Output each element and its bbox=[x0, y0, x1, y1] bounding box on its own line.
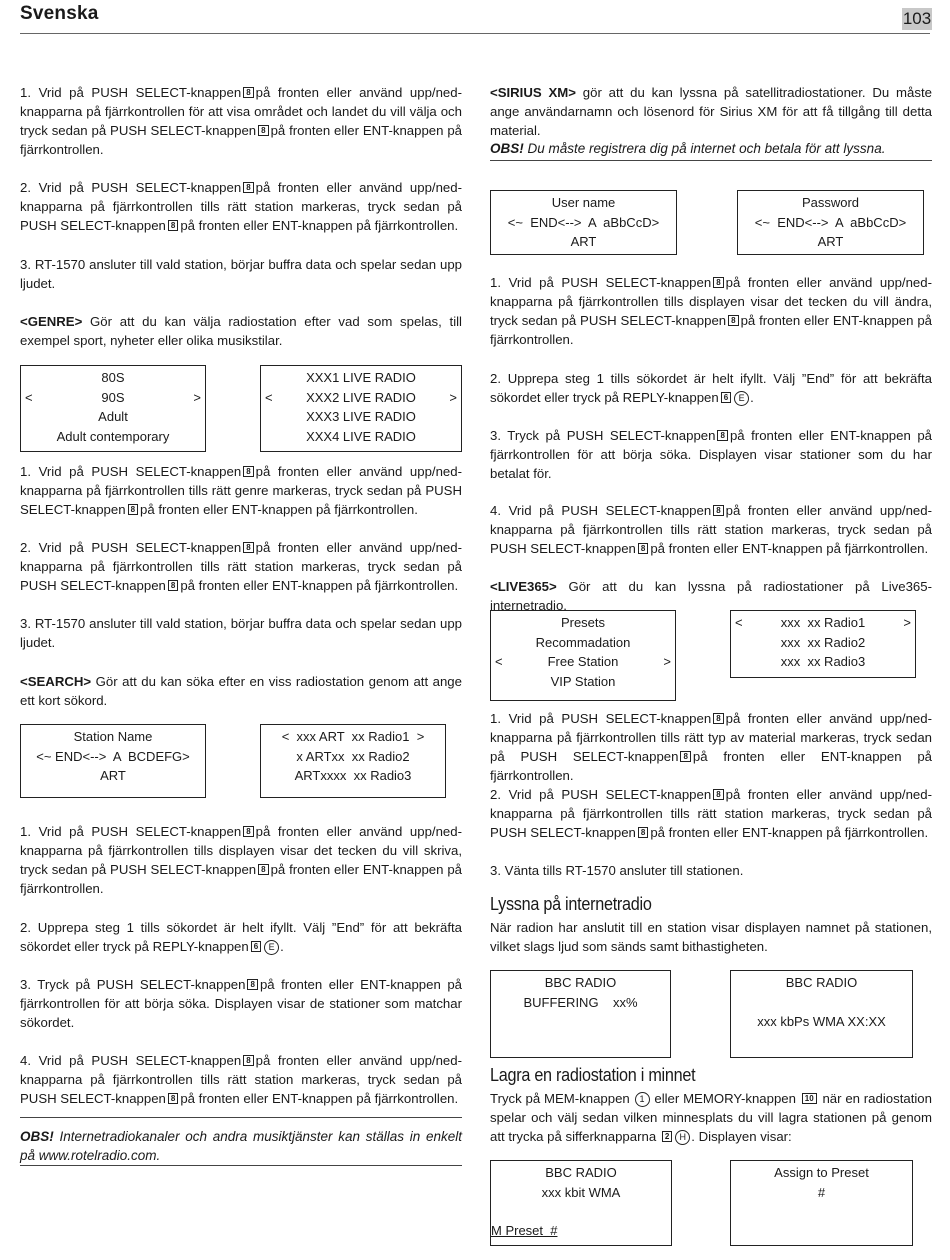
internet-radio-heading: Lyssna på internetradio bbox=[490, 894, 652, 914]
live365-step-1: 1. Vrid på PUSH SELECT-knappen 8 på fronten eller använd upp/ned-knapparna på fjärrkontrollen tills rätt typ av material markeras, tryck sedan på PUSH SELECT-knappen 8 på fronten eller ENT-knappen på fjärrkontrollen. bbox=[490, 711, 933, 783]
push-select-key-icon: 8 bbox=[258, 125, 268, 136]
genre-display-box: 80S < 90S > Adult Adult contemporary bbox=[20, 365, 206, 452]
reply-letter-icon: E bbox=[734, 391, 749, 406]
obs-label: OBS! bbox=[490, 141, 524, 156]
push-select-key-icon: 8 bbox=[243, 826, 253, 837]
push-select-key-icon: 8 bbox=[243, 1055, 253, 1066]
push-select-key-icon: 8 bbox=[728, 315, 738, 326]
live365-tag: <LIVE365> bbox=[490, 579, 557, 594]
digit-letter-icon: H bbox=[675, 1130, 690, 1145]
push-select-key-icon: 8 bbox=[713, 505, 723, 516]
obs-top-rule bbox=[20, 1117, 462, 1118]
language-title: Svenska bbox=[20, 3, 99, 24]
preset-number-label: M Preset # bbox=[491, 1223, 558, 1238]
reply-letter-icon: E bbox=[264, 940, 279, 955]
arrow-left-icon: < bbox=[25, 389, 33, 405]
genre-step-1: 1. Vrid på PUSH SELECT-knappen 8 på fronten eller använd upp/ned-knapparna på fjärrkontrollen tills rätt genre markeras, tryck sedan på PUSH SELECT-knappen 8 på fronten eller ENT-knappen på fjärrkontrollen. bbox=[20, 464, 462, 517]
push-select-key-icon: 8 bbox=[638, 543, 648, 554]
search-step-3: 3. Tryck på PUSH SELECT-knappen 8 på fronten eller ENT-knappen på fjärrkontrollen för att börja söka. Displayen visar de stationer som matchar sökordet. bbox=[20, 977, 462, 1030]
push-select-key-icon: 8 bbox=[168, 1093, 178, 1104]
genre-tag: <GENRE> bbox=[20, 314, 83, 329]
push-select-key-icon: 8 bbox=[713, 789, 723, 800]
arrow-right-icon: > bbox=[903, 615, 911, 630]
search-results-box: < xxx ART xx Radio1 > x ARTxx xx Radio2 ARTxxxx xx Radio3 bbox=[260, 724, 446, 798]
obs-label: OBS! bbox=[20, 1129, 54, 1144]
push-select-key-icon: 8 bbox=[243, 87, 253, 98]
username-display-box: User name <~ END<--> A aBbCcD> ART bbox=[490, 190, 677, 255]
push-select-key-icon: 8 bbox=[680, 751, 690, 762]
sirius-step-4: 4. Vrid på PUSH SELECT-knappen 8 på fronten eller använd upp/ned-knapparna på fjärrkontrollen tills rätt station markeras, tryck sedan på PUSH SELECT-knappen 8 på fronten eller ENT-knappen på fjärrkontrollen. bbox=[490, 503, 932, 556]
password-display-box: Password <~ END<--> A aBbCcD> ART bbox=[737, 190, 924, 255]
push-select-key-icon: 8 bbox=[168, 220, 178, 231]
push-select-key-icon: 8 bbox=[247, 979, 257, 990]
assign-preset-box: Assign to Preset # bbox=[730, 1160, 913, 1246]
bitrate-display-box: BBC RADIO xxx kbPs WMA XX:XX bbox=[730, 970, 913, 1058]
mem-key-icon: 1 bbox=[635, 1092, 650, 1107]
internet-radio-text: När radion har anslutit till en station visar displayen namnet på stationen, vilket slags ljud som sänds samt bithastigheten. bbox=[490, 920, 932, 954]
sirius-step-2: 2. Upprepa steg 1 tills sökordet är helt ifyllt. Välj ”End” för att bekräfta sökordet eller tryck på REPLY-knappen 6 E . bbox=[490, 371, 932, 405]
search-step-4: 4. Vrid på PUSH SELECT-knappen 8 på fronten eller använd upp/ned-knapparna på fjärrkontrollen tills rätt station markeras, tryck sedan på PUSH SELECT-knappen 8 på fronten eller ENT-knappen på fjärrkontrollen. bbox=[20, 1053, 462, 1106]
search-tag: <SEARCH> bbox=[20, 674, 92, 689]
region-step-2: 2. Vrid på PUSH SELECT-knappen 8 på fronten eller använd upp/ned-knapparna på fjärrkontrollen tills rätt station markeras, tryck sedan på PUSH SELECT-knappen 8 på fronten eller ENT-knappen på fjärrkontrollen. bbox=[20, 180, 462, 233]
sirius-tag: <SIRIUS XM> bbox=[490, 85, 576, 100]
push-select-key-icon: 8 bbox=[243, 466, 253, 477]
region-step-1: 1. Vrid på PUSH SELECT-knappen 8 på fronten eller använd upp/ned-knapparna på fjärrkontrollen för att visa området och landet du vill välja och tryck sedan på PUSH SELECT-knappen 8 på fronten eller ENT-knappen på fjärrkontrollen. bbox=[20, 85, 463, 157]
search-step-2: 2. Upprepa steg 1 tills sökordet är helt ifyllt. Välj ”End” för att bekräfta sökordet eller tryck på REPLY-knappen 6 E . bbox=[20, 920, 462, 954]
digit-key-icon: 2 bbox=[662, 1131, 672, 1142]
push-select-key-icon: 8 bbox=[243, 182, 253, 193]
push-select-key-icon: 8 bbox=[168, 580, 178, 591]
sirius-obs-rule bbox=[490, 160, 932, 161]
preset-display-box: BBC RADIO xxx kbit WMA M Preset # bbox=[490, 1160, 672, 1246]
sirius-step-1: 1. Vrid på PUSH SELECT-knappen 8 på fronten eller använd upp/ned-knapparna på fjärrkontrollen tills displayen visar det tecken du vill ändra, tryck sedan på PUSH SELECT-knappen 8 på fronten eller ENT-knappen på fjärrkontrollen. bbox=[490, 275, 933, 347]
live365-step-2: 2. Vrid på PUSH SELECT-knappen 8 på fronten eller använd upp/ned-knapparna på fjärrkontrollen tills rätt station markeras, tryck sedan på PUSH SELECT-knappen 8 på fronten eller ENT-knappen på fjärrkontrollen. bbox=[490, 787, 932, 840]
push-select-key-icon: 8 bbox=[713, 277, 723, 288]
obs-bottom-rule bbox=[20, 1165, 462, 1166]
genre-intro: <GENRE> Gör att du kan välja radiostation efter vad som spelas, till exempel sport, nyheter eller olika musikstilar. bbox=[20, 314, 462, 348]
search-step-1: 1. Vrid på PUSH SELECT-knappen 8 på fronten eller använd upp/ned-knapparna på fjärrkontrollen tills displayen visar det tecken du vill skriva, tryck sedan på PUSH SELECT-knappen 8 på fronten eller ENT-knappen på fjärrkontrollen. bbox=[20, 824, 463, 896]
header-rule bbox=[20, 33, 930, 34]
memory-heading: Lagra en radiostation i minnet bbox=[490, 1065, 696, 1085]
push-select-key-icon: 8 bbox=[713, 713, 723, 724]
region-step-3: 3. RT-1570 ansluter till vald station, börjar buffra data och spelar sedan upp ljudet. bbox=[20, 257, 462, 291]
sirius-intro: <SIRIUS XM> gör att du kan lyssna på satellitradiostationer. Du måste ange användarnamn och lösenord för Sirius XM för att få tillgång till detta material. bbox=[490, 85, 932, 138]
push-select-key-icon: 8 bbox=[717, 430, 727, 441]
arrow-right-icon: > bbox=[663, 654, 671, 669]
memory-text: Tryck på MEM-knappen 1 eller MEMORY-knappen 10 när en radiostation spelar och välj sedan vilken minnesplats du vill lagra stationen på genom att trycka på sifferknapparna 2 H . Displayen visar: bbox=[490, 1091, 932, 1144]
genre-step-3: 3. RT-1570 ansluter till vald station, börjar buffra data och spelar sedan upp ljudet. bbox=[20, 616, 462, 650]
reply-key-icon: 6 bbox=[721, 392, 731, 403]
reply-key-icon: 6 bbox=[251, 941, 261, 952]
push-select-key-icon: 8 bbox=[258, 864, 268, 875]
search-input-display-box: Station Name <~ END<--> A BCDEFG> ART bbox=[20, 724, 206, 798]
sirius-obs-note: OBS! Du måste registrera dig på internet och betala för att lyssna. bbox=[490, 141, 886, 156]
buffering-display-box: BBC RADIO BUFFERING xx% bbox=[490, 970, 671, 1058]
memory-key-icon: 10 bbox=[802, 1093, 817, 1104]
genre-step-2: 2. Vrid på PUSH SELECT-knappen 8 på fronten eller använd upp/ned-knapparna på fjärrkontrollen tills rätt station markeras, tryck sedan på PUSH SELECT-knappen 8 på fronten eller ENT-knappen på fjärrkontrollen. bbox=[20, 540, 462, 593]
arrow-left-icon: < bbox=[495, 654, 503, 669]
live365-station-box: < xxx xx Radio1 > xxx xx Radio2 xxx xx Radio3 bbox=[730, 610, 916, 678]
arrow-left-icon: < bbox=[735, 615, 743, 630]
push-select-key-icon: 8 bbox=[638, 827, 648, 838]
live365-intro: <LIVE365> Gör att du kan lyssna på radiostationer på Live365-internetradio. bbox=[490, 579, 932, 613]
arrow-right-icon: > bbox=[449, 389, 457, 405]
search-intro: <SEARCH> Gör att du kan söka efter en viss radiostation genom att ange ett kort sökord. bbox=[20, 674, 462, 708]
live365-step-3: 3. Vänta tills RT-1570 ansluter till stationen. bbox=[490, 863, 744, 878]
arrow-right-icon: > bbox=[193, 389, 201, 405]
page-number: 103 bbox=[902, 9, 932, 28]
push-select-key-icon: 8 bbox=[128, 504, 138, 515]
push-select-key-icon: 8 bbox=[243, 542, 253, 553]
arrow-left-icon: < bbox=[265, 389, 273, 405]
sirius-step-3: 3. Tryck på PUSH SELECT-knappen 8 på fronten eller ENT-knappen på fjärrkontrollen för att börja söka. Displayen visar stationer som du har betalat för. bbox=[490, 428, 932, 481]
genre-station-box: XXX1 LIVE RADIO < XXX2 LIVE RADIO > XXX3 LIVE RADIO XXX4 LIVE RADIO bbox=[260, 365, 462, 452]
live365-menu-box: Presets Recommadation < Free Station > VIP Station bbox=[490, 610, 676, 701]
obs-note: OBS! Internetradiokanaler och andra musiktjänster kan ställas in enkelt på www.rotelradio.com. bbox=[20, 1129, 462, 1163]
